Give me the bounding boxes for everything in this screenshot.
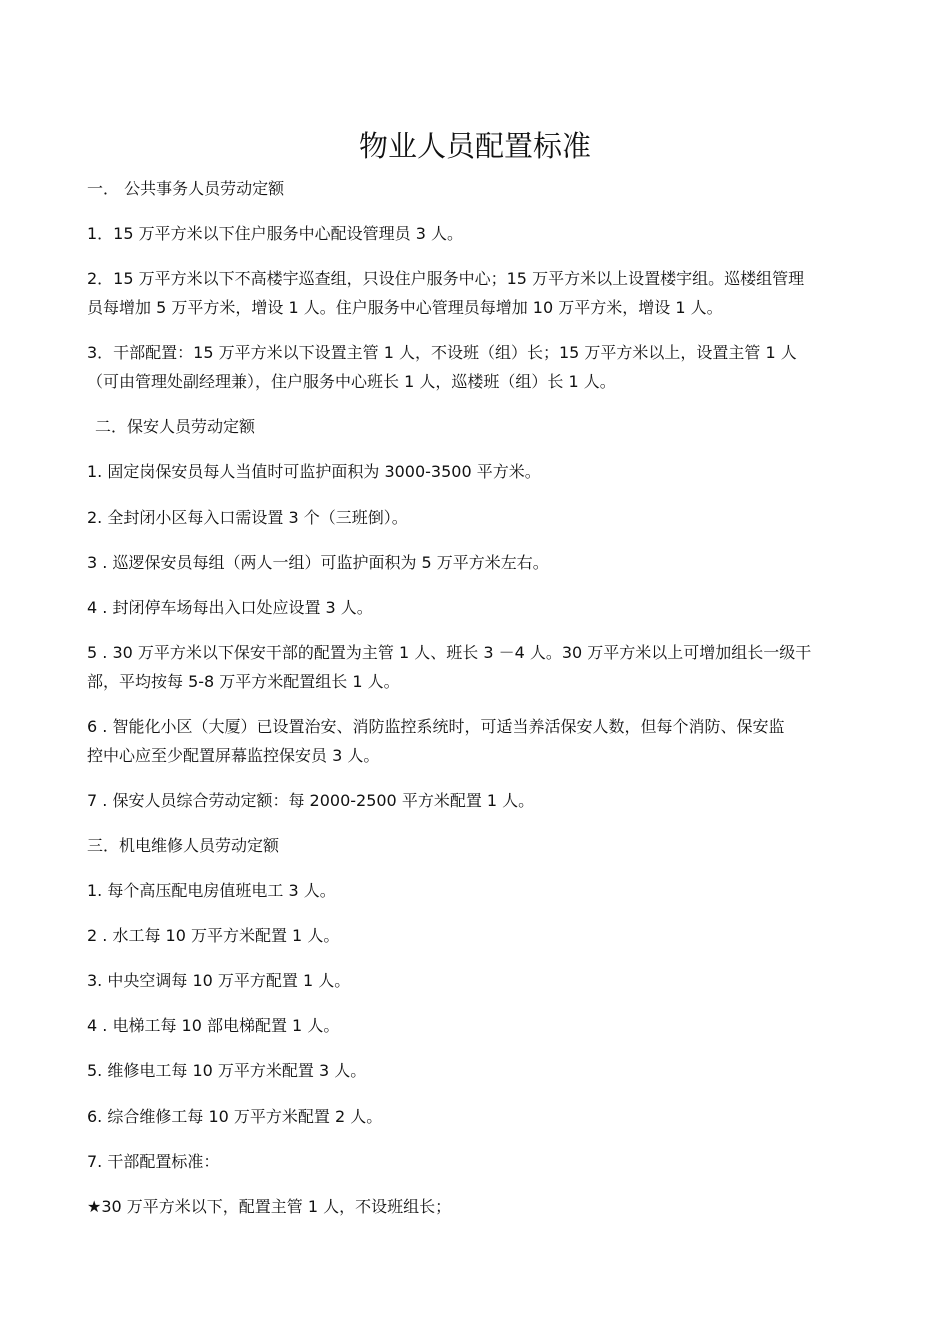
paragraph-line: 7. 干部配置标准： xyxy=(87,1152,220,1171)
paragraph-line: 2 . 水工每 10 万平方米配置 1 人。 xyxy=(87,926,340,945)
paragraph-line: 6. 综合维修工每 10 万平方米配置 2 人。 xyxy=(87,1107,383,1126)
paragraph-line: 3 . 巡逻保安员每组（两人一组）可监护面积为 5 万平方米左右。 xyxy=(87,553,549,572)
paragraph-line: 部，平均按每 5-8 万平方米配置组长 1 人。 xyxy=(87,672,400,691)
paragraph-line: 4 . 电梯工每 10 部电梯配置 1 人。 xyxy=(87,1016,340,1035)
paragraph-line: 5 . 30 万平方米以下保安干部的配置为主管 1 人、班长 3 －4 人。30 万平方米以上可增加组长一级干 xyxy=(87,643,812,662)
section-heading-security: 二．保安人员劳动定额 xyxy=(95,417,256,436)
paragraph-line: 1. 每个高压配电房值班电工 3 人。 xyxy=(87,881,336,900)
paragraph-line: 7 . 保安人员综合劳动定额：每 2000-2500 平方米配置 1 人。 xyxy=(87,791,535,810)
paragraph-line: 2．15 万平方米以下不高楼宇巡查组，只设住户服务中心；15 万平方米以上设置楼宇组。巡楼组管理 xyxy=(87,269,805,288)
paragraph-line: 4 . 封闭停车场每出入口处应设置 3 人。 xyxy=(87,598,373,617)
paragraph-line: 3. 中央空调每 10 万平方配置 1 人。 xyxy=(87,971,351,990)
paragraph-line: 6 . 智能化小区（大厦）已设置治安、消防监控系统时，可适当养活保安人数，但每个消防、保安监 xyxy=(87,717,785,736)
page-title: 物业人员配置标准 xyxy=(358,129,591,163)
paragraph-line: ★30 万平方米以下，配置主管 1 人，不设班组长； xyxy=(87,1197,452,1216)
paragraph-line: 3．干部配置：15 万平方米以下设置主管 1 人，不设班（组）长；15 万平方米以上，设置主管 1 人 xyxy=(87,343,797,362)
paragraph-line: 控中心应至少配置屏幕监控保安员 3 人。 xyxy=(87,746,380,765)
section-heading-maintenance: 三．机电维修人员劳动定额 xyxy=(87,836,280,855)
paragraph-line: 员每增加 5 万平方米，增设 1 人。住户服务中心管理员每增加 10 万平方米，增设 1 人。 xyxy=(87,298,723,317)
paragraph-line: 1．15 万平方米以下住户服务中心配设管理员 3 人。 xyxy=(87,224,463,243)
paragraph-line: 5. 维修电工每 10 万平方米配置 3 人。 xyxy=(87,1061,367,1080)
paragraph-line: 1. 固定岗保安员每人当值时可监护面积为 3000-3500 平方米。 xyxy=(87,462,541,481)
paragraph-line: （可由管理处副经理兼），住户服务中心班长 1 人，巡楼班（组）长 1 人。 xyxy=(87,372,616,391)
paragraph-line: 2. 全封闭小区每入口需设置 3 个（三班倒）。 xyxy=(87,508,408,527)
section-heading-public-affairs: 一． 公共事务人员劳动定额 xyxy=(87,179,285,198)
